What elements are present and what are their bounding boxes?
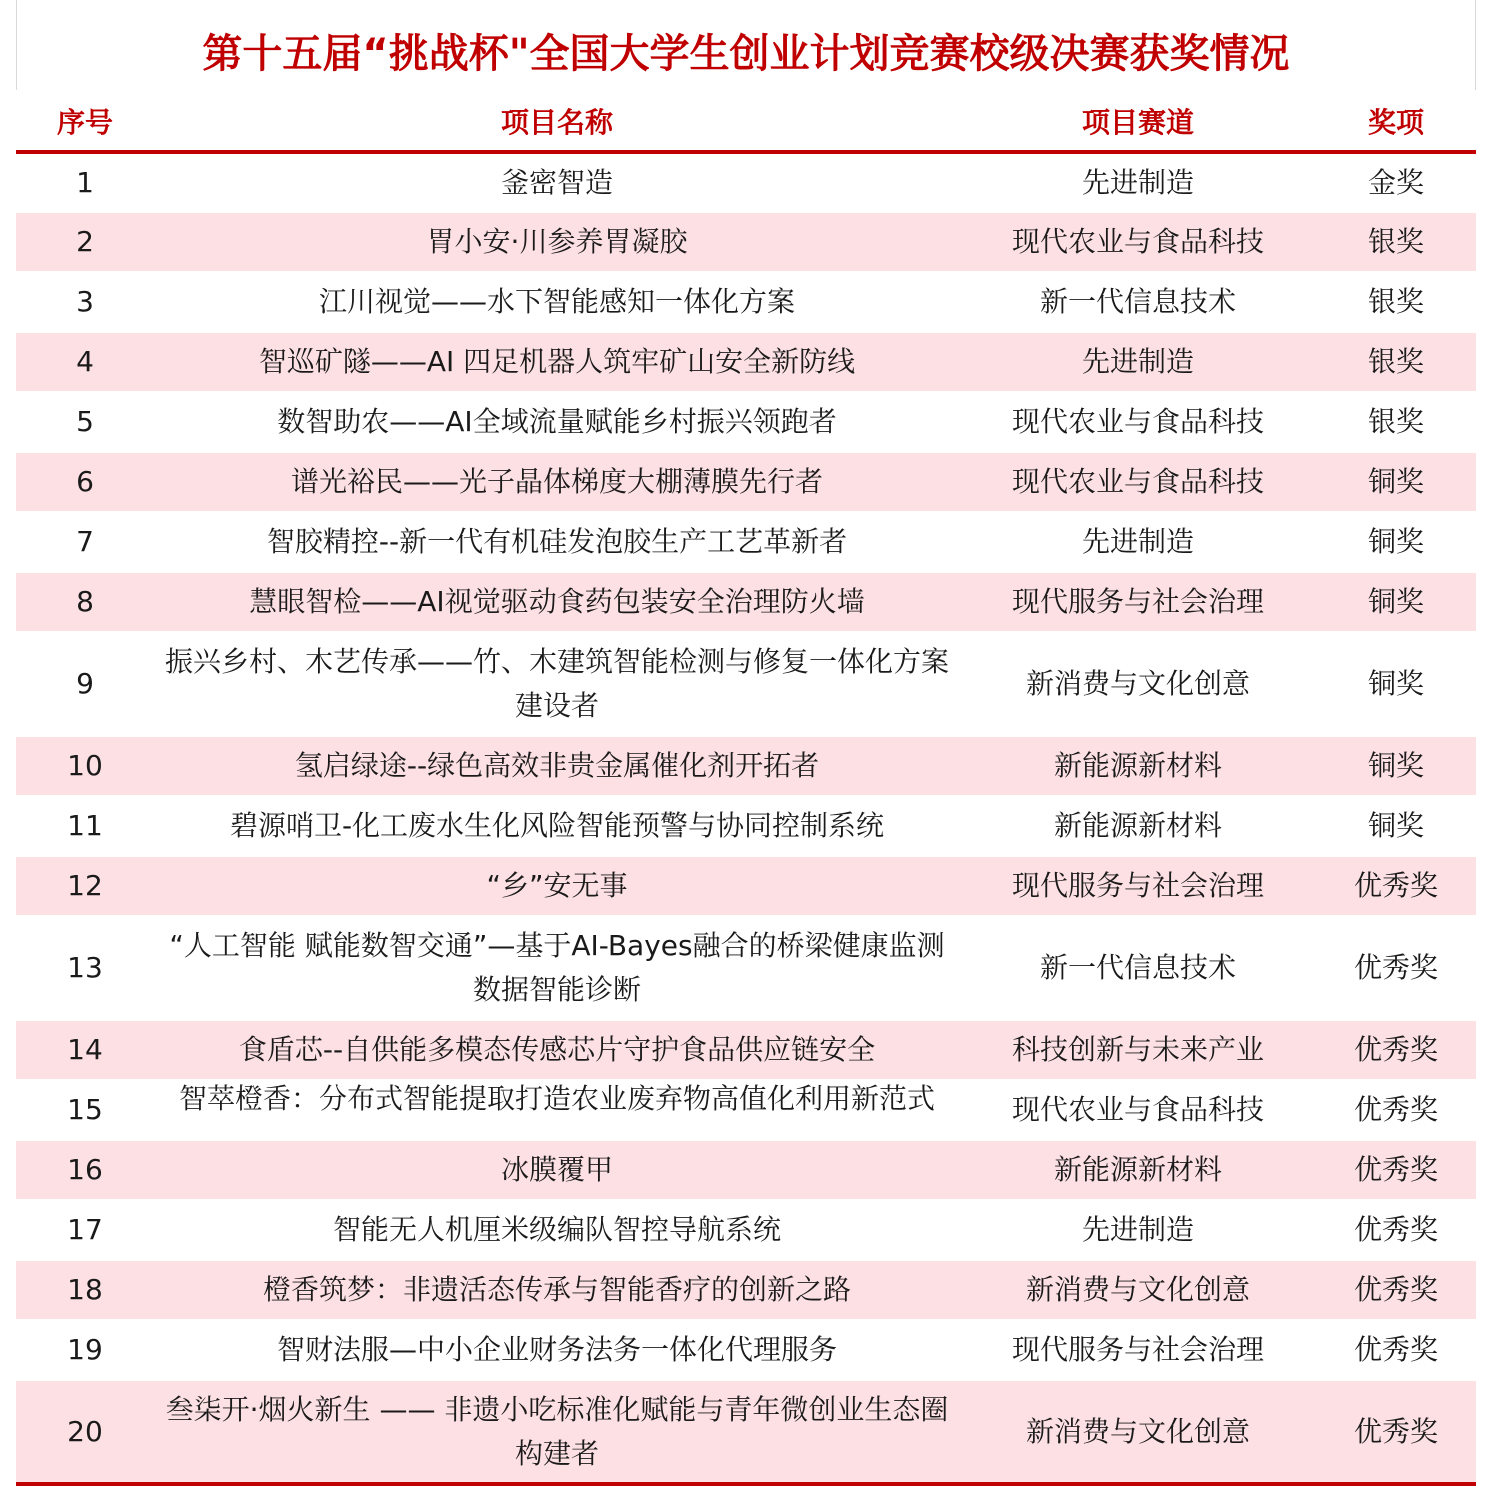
cell-track: 现代农业与食品科技 xyxy=(960,452,1316,512)
cell-award: 优秀奖 xyxy=(1316,1320,1476,1380)
header-award: 奖项 xyxy=(1316,92,1476,152)
cell-track: 先进制造 xyxy=(960,512,1316,572)
cell-track: 新一代信息技术 xyxy=(960,272,1316,332)
cell-name-text: 智萃橙香：分布式智能提取打造农业废弃物高值化利用新范式 xyxy=(178,1082,935,1115)
cell-track: 新消费与文化创意 xyxy=(960,632,1316,736)
cell-track: 先进制造 xyxy=(960,332,1316,392)
cell-index: 10 xyxy=(16,736,154,796)
cell-name: 智财法服—中小企业财务法务一体化代理服务 xyxy=(154,1320,960,1380)
cell-index: 19 xyxy=(16,1320,154,1380)
cell-index: 4 xyxy=(16,332,154,392)
cell-index: 16 xyxy=(16,1140,154,1200)
cell-track: 新消费与文化创意 xyxy=(960,1380,1316,1484)
cell-index: 15 xyxy=(16,1080,154,1140)
cell-index: 11 xyxy=(16,796,154,856)
title-box xyxy=(16,0,1476,90)
cell-track: 新消费与文化创意 xyxy=(960,1260,1316,1320)
table-row xyxy=(16,736,1476,796)
cell-index: 6 xyxy=(16,452,154,512)
table-row xyxy=(16,856,1476,916)
table-row xyxy=(16,332,1476,392)
cell-name: 釜密智造 xyxy=(154,152,960,212)
cell-award: 金奖 xyxy=(1316,152,1476,212)
cell-name: 智巡矿隧——AI 四足机器人筑牢矿山安全新防线 xyxy=(154,332,960,392)
table-row xyxy=(16,1320,1476,1380)
cell-index: 12 xyxy=(16,856,154,916)
cell-name: 胃小安·川参养胃凝胶 xyxy=(154,212,960,272)
cell-index: 1 xyxy=(16,152,154,212)
cell-track: 新一代信息技术 xyxy=(960,916,1316,1020)
cell-award: 银奖 xyxy=(1316,332,1476,392)
cell-award: 优秀奖 xyxy=(1316,1140,1476,1200)
cell-award: 优秀奖 xyxy=(1316,856,1476,916)
table-header xyxy=(16,92,1476,152)
cell-name: 智胶精控--新一代有机硅发泡胶生产工艺革新者 xyxy=(154,512,960,572)
table-body xyxy=(16,152,1476,1484)
table-row xyxy=(16,1140,1476,1200)
cell-name: 橙香筑梦：非遗活态传承与智能香疗的创新之路 xyxy=(154,1260,960,1320)
cell-award: 优秀奖 xyxy=(1316,1020,1476,1080)
header-name: 项目名称 xyxy=(154,92,960,152)
cell-name: 冰膜覆甲 xyxy=(154,1140,960,1200)
cell-name: 食盾芯--自供能多模态传感芯片守护食品供应链安全 xyxy=(154,1020,960,1080)
cell-award: 铜奖 xyxy=(1316,796,1476,856)
cell-track: 现代农业与食品科技 xyxy=(960,1080,1316,1140)
cell-index: 3 xyxy=(16,272,154,332)
table-row xyxy=(16,1380,1476,1484)
cell-award: 优秀奖 xyxy=(1316,1260,1476,1320)
cell-track: 现代农业与食品科技 xyxy=(960,392,1316,452)
table-row xyxy=(16,272,1476,332)
cell-award: 铜奖 xyxy=(1316,572,1476,632)
cell-index: 17 xyxy=(16,1200,154,1260)
cell-award: 铜奖 xyxy=(1316,632,1476,736)
table-row xyxy=(16,1200,1476,1260)
cell-award: 优秀奖 xyxy=(1316,1380,1476,1484)
table-row xyxy=(16,796,1476,856)
table-row xyxy=(16,512,1476,572)
cell-index: 9 xyxy=(16,632,154,736)
cell-award: 银奖 xyxy=(1316,392,1476,452)
cell-name: 碧源哨卫-化工废水生化风险智能预警与协同控制系统 xyxy=(154,796,960,856)
cell-track: 现代服务与社会治理 xyxy=(960,1320,1316,1380)
cell-track: 新能源新材料 xyxy=(960,796,1316,856)
table-row xyxy=(16,452,1476,512)
page-title: 第十五届“挑战杯"全国大学生创业计划竞赛校级决赛获奖情况 xyxy=(202,31,1290,77)
cell-award: 银奖 xyxy=(1316,212,1476,272)
cell-name: 数智助农——AI全域流量赋能乡村振兴领跑者 xyxy=(154,392,960,452)
cell-name: 慧眼智检——AI视觉驱动食药包装安全治理防火墙 xyxy=(154,572,960,632)
cell-name: 谱光裕民——光子晶体梯度大棚薄膜先行者 xyxy=(154,452,960,512)
cell-award: 优秀奖 xyxy=(1316,1080,1476,1140)
cell-track: 现代农业与食品科技 xyxy=(960,212,1316,272)
cell-award: 铜奖 xyxy=(1316,452,1476,512)
cell-track: 现代服务与社会治理 xyxy=(960,856,1316,916)
table-row xyxy=(16,1080,1476,1140)
cell-track: 现代服务与社会治理 xyxy=(960,572,1316,632)
table-row xyxy=(16,916,1476,1020)
cell-index: 18 xyxy=(16,1260,154,1320)
cell-award: 优秀奖 xyxy=(1316,1200,1476,1260)
cell-award: 优秀奖 xyxy=(1316,916,1476,1020)
cell-award: 银奖 xyxy=(1316,272,1476,332)
cell-name: 智能无人机厘米级编队智控导航系统 xyxy=(154,1200,960,1260)
table-row xyxy=(16,212,1476,272)
cell-index: 8 xyxy=(16,572,154,632)
header-index: 序号 xyxy=(16,92,154,152)
table-row xyxy=(16,1020,1476,1080)
cell-index: 5 xyxy=(16,392,154,452)
table-row xyxy=(16,392,1476,452)
cell-name xyxy=(154,1080,960,1140)
cell-name: 叁柒开·烟火新生 —— 非遗小吃标准化赋能与青年微创业生态圈构建者 xyxy=(154,1380,960,1484)
cell-award: 铜奖 xyxy=(1316,736,1476,796)
cell-track: 科技创新与未来产业 xyxy=(960,1020,1316,1080)
cell-index: 7 xyxy=(16,512,154,572)
cell-index: 14 xyxy=(16,1020,154,1080)
cell-name: 振兴乡村、木艺传承——竹、木建筑智能检测与修复一体化方案建设者 xyxy=(154,632,960,736)
cell-track: 先进制造 xyxy=(960,1200,1316,1260)
header-track: 项目赛道 xyxy=(960,92,1316,152)
award-table xyxy=(16,92,1476,1486)
cell-name: “乡”安无事 xyxy=(154,856,960,916)
cell-index: 13 xyxy=(16,916,154,1020)
table-row xyxy=(16,632,1476,736)
cell-name: “人工智能 赋能数智交通”—基于AI-Bayes融合的桥梁健康监测数据智能诊断 xyxy=(154,916,960,1020)
cell-track: 先进制造 xyxy=(960,152,1316,212)
table-row xyxy=(16,1260,1476,1320)
table-row xyxy=(16,152,1476,212)
cell-track: 新能源新材料 xyxy=(960,1140,1316,1200)
table-row xyxy=(16,572,1476,632)
cell-name: 氢启绿途--绿色高效非贵金属催化剂开拓者 xyxy=(154,736,960,796)
cell-index: 2 xyxy=(16,212,154,272)
cell-index: 20 xyxy=(16,1380,154,1484)
cell-award: 铜奖 xyxy=(1316,512,1476,572)
cell-track: 新能源新材料 xyxy=(960,736,1316,796)
cell-name: 江川视觉——水下智能感知一体化方案 xyxy=(154,272,960,332)
